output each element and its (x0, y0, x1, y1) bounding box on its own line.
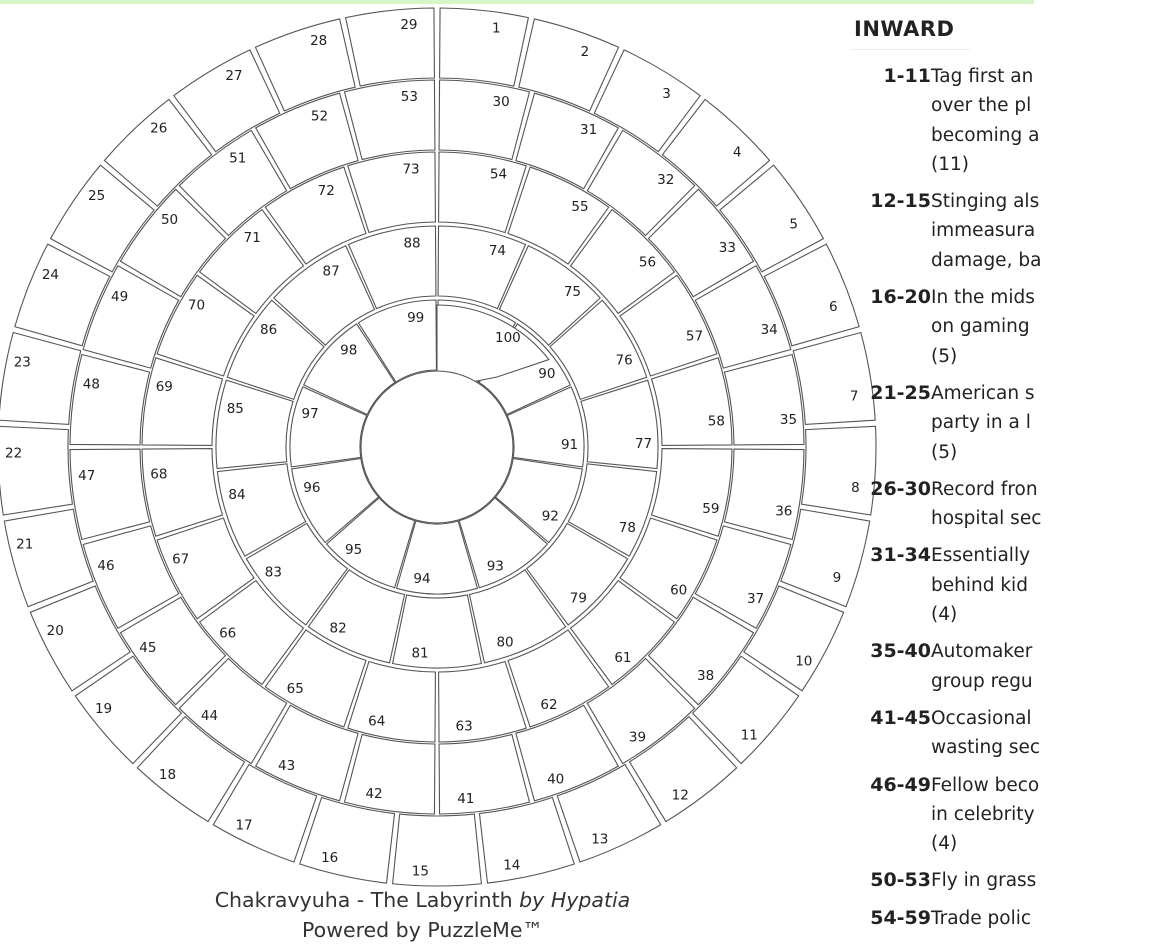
cell-number: 35 (779, 411, 798, 428)
clue-text: Fly in grass (931, 870, 1037, 892)
clue-item[interactable] (850, 283, 1034, 371)
cell-number: 75 (563, 284, 582, 301)
cell-number: 67 (172, 551, 190, 568)
puzzle-byline: by Hypatia (519, 888, 631, 912)
clue-list (850, 62, 1042, 933)
title-line (0, 885, 845, 915)
clue-text: Record fron hospital sec (931, 478, 1042, 530)
cell-number: 51 (229, 150, 247, 167)
cell-number: 100 (495, 330, 521, 346)
cell-number: 58 (707, 413, 725, 430)
cell-number: 87 (322, 263, 340, 280)
clue-text: Automaker group regu (931, 641, 1033, 692)
grid-cell[interactable] (346, 8, 435, 86)
cell-number: 64 (368, 713, 386, 730)
clue-range: 21-25 (870, 381, 931, 404)
clue-range: 46-49 (870, 773, 931, 796)
grid-cell[interactable] (393, 595, 482, 668)
cell-number: 9 (832, 569, 842, 586)
cell-number: 77 (634, 435, 653, 452)
cell-number: 68 (150, 466, 168, 483)
grid-cell[interactable] (344, 734, 434, 814)
cell-number: 7 (849, 388, 859, 405)
cell-number: 47 (78, 468, 96, 485)
cell-number: 12 (671, 787, 689, 804)
clue-range: 1-11 (883, 65, 931, 87)
cell-number: 91 (560, 436, 579, 453)
cell-number: 61 (614, 649, 632, 666)
cell-number: 72 (317, 183, 335, 200)
cell-number: 20 (46, 623, 64, 640)
clue-item[interactable] (850, 866, 1037, 895)
cell-number: 62 (540, 696, 558, 713)
cell-number: 53 (400, 89, 418, 106)
cell-number: 5 (789, 216, 798, 233)
cell-number: 71 (243, 230, 261, 247)
clue-text: Tag first an over the pl becoming a (11) (931, 66, 1040, 175)
cell-number: 25 (88, 187, 106, 204)
clue-text: In the mids on gaming (5) (931, 287, 1035, 367)
grid-cell[interactable] (300, 797, 395, 883)
cell-number: 90 (538, 365, 556, 382)
cell-number: 99 (407, 309, 425, 326)
clue-item[interactable] (850, 62, 1040, 179)
cell-number: 1 (491, 20, 501, 37)
cell-number: 81 (411, 645, 429, 662)
cell-number: 60 (670, 582, 688, 599)
clue-range: 54-59 (870, 906, 931, 929)
cell-number: 74 (488, 242, 507, 259)
clue-range: 50-53 (870, 869, 931, 892)
cell-number: 55 (571, 198, 589, 215)
clue-range: 26-30 (870, 477, 931, 500)
cell-number: 26 (150, 120, 168, 137)
cell-number: 94 (413, 571, 431, 588)
cell-number: 38 (697, 668, 715, 685)
grid-cell[interactable] (439, 734, 529, 814)
cell-number: 66 (219, 625, 237, 642)
cell-number: 13 (591, 831, 609, 848)
cell-number: 84 (228, 486, 246, 503)
cell-number: 39 (628, 729, 647, 746)
cell-number: 41 (457, 790, 475, 807)
puzzle-title: Chakravyuha - The Labyrinth (214, 888, 513, 912)
grid-cell[interactable] (344, 80, 434, 160)
cell-number: 18 (158, 766, 177, 783)
cell-number: 50 (160, 211, 179, 228)
clue-range: 31-34 (870, 544, 931, 567)
cell-number: 21 (16, 536, 34, 553)
clue-range: 35-40 (870, 640, 931, 663)
cell-number: 22 (5, 445, 23, 462)
cell-number: 56 (638, 254, 657, 271)
clue-item[interactable] (850, 637, 1034, 696)
cell-number: 33 (718, 240, 736, 257)
cell-number: 17 (235, 817, 253, 834)
grid-cell[interactable] (439, 80, 529, 160)
cell-number: 15 (411, 863, 429, 880)
clue-item[interactable] (850, 187, 1042, 275)
cell-number: 16 (321, 850, 339, 867)
cell-number: 28 (310, 33, 328, 50)
grid-cells (0, 8, 876, 886)
clue-panel (850, 14, 1042, 942)
cell-number: 83 (264, 564, 282, 581)
cell-number: 88 (403, 235, 421, 252)
cell-number: 29 (400, 16, 418, 33)
clue-range: 12-15 (870, 190, 931, 213)
clue-text: Occasional wasting sec (931, 707, 1041, 759)
cell-number: 78 (618, 520, 636, 537)
centre-circle (361, 371, 513, 523)
cell-number: 63 (455, 718, 473, 735)
grid-cell[interactable] (479, 797, 574, 883)
cell-number: 8 (851, 480, 860, 497)
cell-number: 27 (225, 68, 243, 85)
cell-number: 43 (278, 757, 296, 774)
puzzle-caption (0, 885, 845, 945)
cell-number: 82 (329, 620, 347, 637)
grid-cell[interactable] (0, 333, 81, 425)
clue-text: Trade polic (931, 907, 1032, 929)
cell-number: 46 (97, 558, 115, 575)
cell-number: 93 (486, 558, 504, 575)
cell-number: 70 (187, 297, 206, 314)
cell-number: 73 (402, 161, 420, 178)
cell-number: 11 (740, 727, 758, 744)
grid-cell[interactable] (393, 814, 482, 886)
clue-item[interactable] (850, 704, 1041, 763)
cell-number: 45 (139, 639, 157, 656)
cell-number: 79 (569, 590, 587, 607)
cell-number: 40 (547, 771, 565, 788)
cell-number: 31 (579, 122, 598, 139)
cell-number: 37 (746, 590, 765, 607)
cell-number: 32 (657, 171, 675, 188)
grid-cell[interactable] (70, 354, 150, 444)
cell-number: 36 (775, 503, 793, 520)
cell-number: 23 (13, 354, 31, 371)
clue-item[interactable] (850, 904, 1034, 933)
clue-item[interactable] (850, 771, 1040, 859)
cell-number: 6 (828, 299, 838, 316)
cell-number: 85 (226, 401, 244, 418)
cell-number: 96 (303, 480, 321, 497)
cell-number: 10 (795, 653, 813, 670)
cell-number: 59 (702, 500, 720, 517)
cell-number: 44 (200, 708, 219, 725)
cell-number: 86 (260, 322, 278, 339)
cell-number: 48 (82, 376, 100, 393)
clue-text: Fellow beco in celebrity (4) (931, 774, 1040, 855)
cell-number: 54 (489, 166, 508, 183)
cell-number: 95 (344, 541, 363, 558)
cell-number: 69 (155, 379, 173, 396)
clue-item[interactable] (850, 541, 1034, 629)
cell-number: 4 (732, 144, 742, 161)
cell-number: 49 (111, 289, 129, 306)
cell-number: 30 (492, 93, 510, 110)
cell-number: 34 (760, 321, 778, 338)
clue-item[interactable] (850, 379, 1034, 467)
cell-number: 52 (310, 108, 329, 125)
clue-text: Essentially behind kid (4) (931, 545, 1031, 626)
cell-number: 98 (340, 342, 358, 359)
cell-number: 76 (615, 352, 633, 369)
grid-cell[interactable] (0, 426, 72, 515)
clue-direction-heading: INWARD (850, 14, 970, 50)
clue-text: American s party in a l (5) (931, 382, 1035, 463)
cell-number: 97 (301, 405, 319, 422)
cell-number: 92 (541, 508, 559, 525)
powered-by-text: Powered by PuzzleMe™ (302, 918, 543, 942)
clue-item[interactable] (850, 475, 1042, 534)
cell-number: 80 (496, 634, 514, 651)
cell-number: 42 (365, 786, 383, 803)
grid-cell[interactable] (724, 354, 804, 444)
cell-number: 57 (685, 328, 704, 345)
grid-cell[interactable] (440, 8, 529, 86)
clue-range: 16-20 (870, 286, 931, 309)
cell-number: 65 (286, 681, 304, 698)
cell-number: 3 (662, 85, 671, 102)
grid-cell[interactable] (724, 449, 804, 539)
clue-text: Stinging als immeasura damage, ba (931, 191, 1042, 271)
cell-number: 19 (94, 701, 113, 718)
cell-number: 14 (503, 857, 521, 874)
cell-number: 24 (41, 267, 60, 284)
cell-number: 2 (580, 44, 590, 61)
clue-range: 41-45 (870, 706, 931, 729)
grid-cell[interactable] (70, 449, 150, 539)
